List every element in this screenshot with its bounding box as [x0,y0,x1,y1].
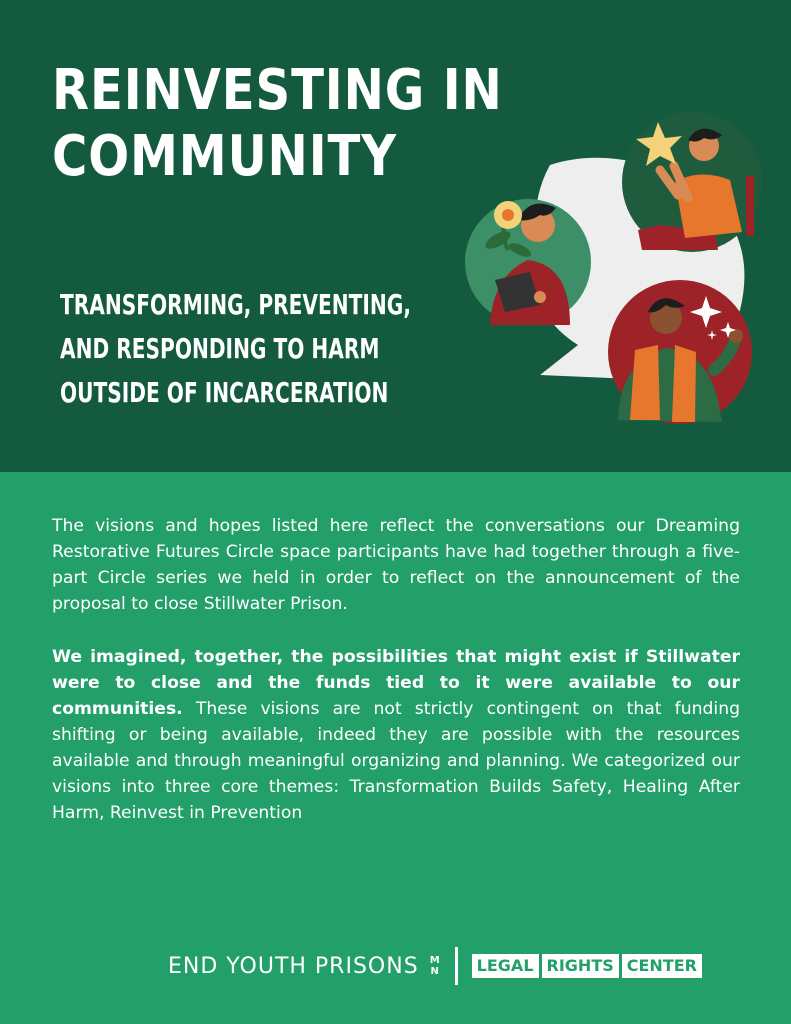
person-with-sparkles-icon [608,280,752,424]
title-line-1: REINVESTING IN [52,58,503,123]
mn-letter-bottom: N [430,966,439,977]
header-section [0,0,791,472]
subtitle-line-2: AND RESPONDING TO HARM [60,332,380,365]
person-in-wheelchair-icon [622,112,762,252]
footer-logos [168,943,702,989]
end-youth-prisons-logo: END YOUTH PRISONS [168,953,419,979]
logo-word-center: CENTER [622,954,702,978]
legal-rights-center-logo [472,954,702,978]
body-text [52,513,740,826]
logo-word-rights: RIGHTS [542,954,619,978]
subtitle-line-3: OUTSIDE OF INCARCERATION [60,376,389,409]
title-line-2: COMMUNITY [52,124,397,189]
person-with-plant-icon [465,199,591,325]
paragraph-visions-rest: These visions are not strictly contingent on that funding shifting or being available, indeed they are possible with the resources available and through meaningful organizing and planning. We categorized our visions into three core themes: Transformation Builds Safety, Healing After Harm, Reinvest in Prevention [52,699,740,823]
paragraph-visions [52,644,740,826]
subtitle-line-1: TRANSFORMING, PREVENTING, [60,288,412,321]
logo-divider [455,947,458,985]
logo-word-legal: LEGAL [472,954,539,978]
page-subtitle [60,283,411,415]
mn-letter-top: M [429,955,440,966]
community-illustration [460,100,780,440]
paragraph-visions-bold: We imagined, together, the possibilities that might exist if Stillwater were to close and the funds tied to it were available to our communities. [52,647,740,719]
mn-state-mark [429,955,441,977]
paragraph-intro: The visions and hopes listed here reflect the conversations our Dreaming Restorative Futures Circle space participants have had together through a five-part Circle series we held in order to reflect on the announcement of the proposal to close Stillwater Prison. [52,516,740,614]
page-title [52,58,503,190]
